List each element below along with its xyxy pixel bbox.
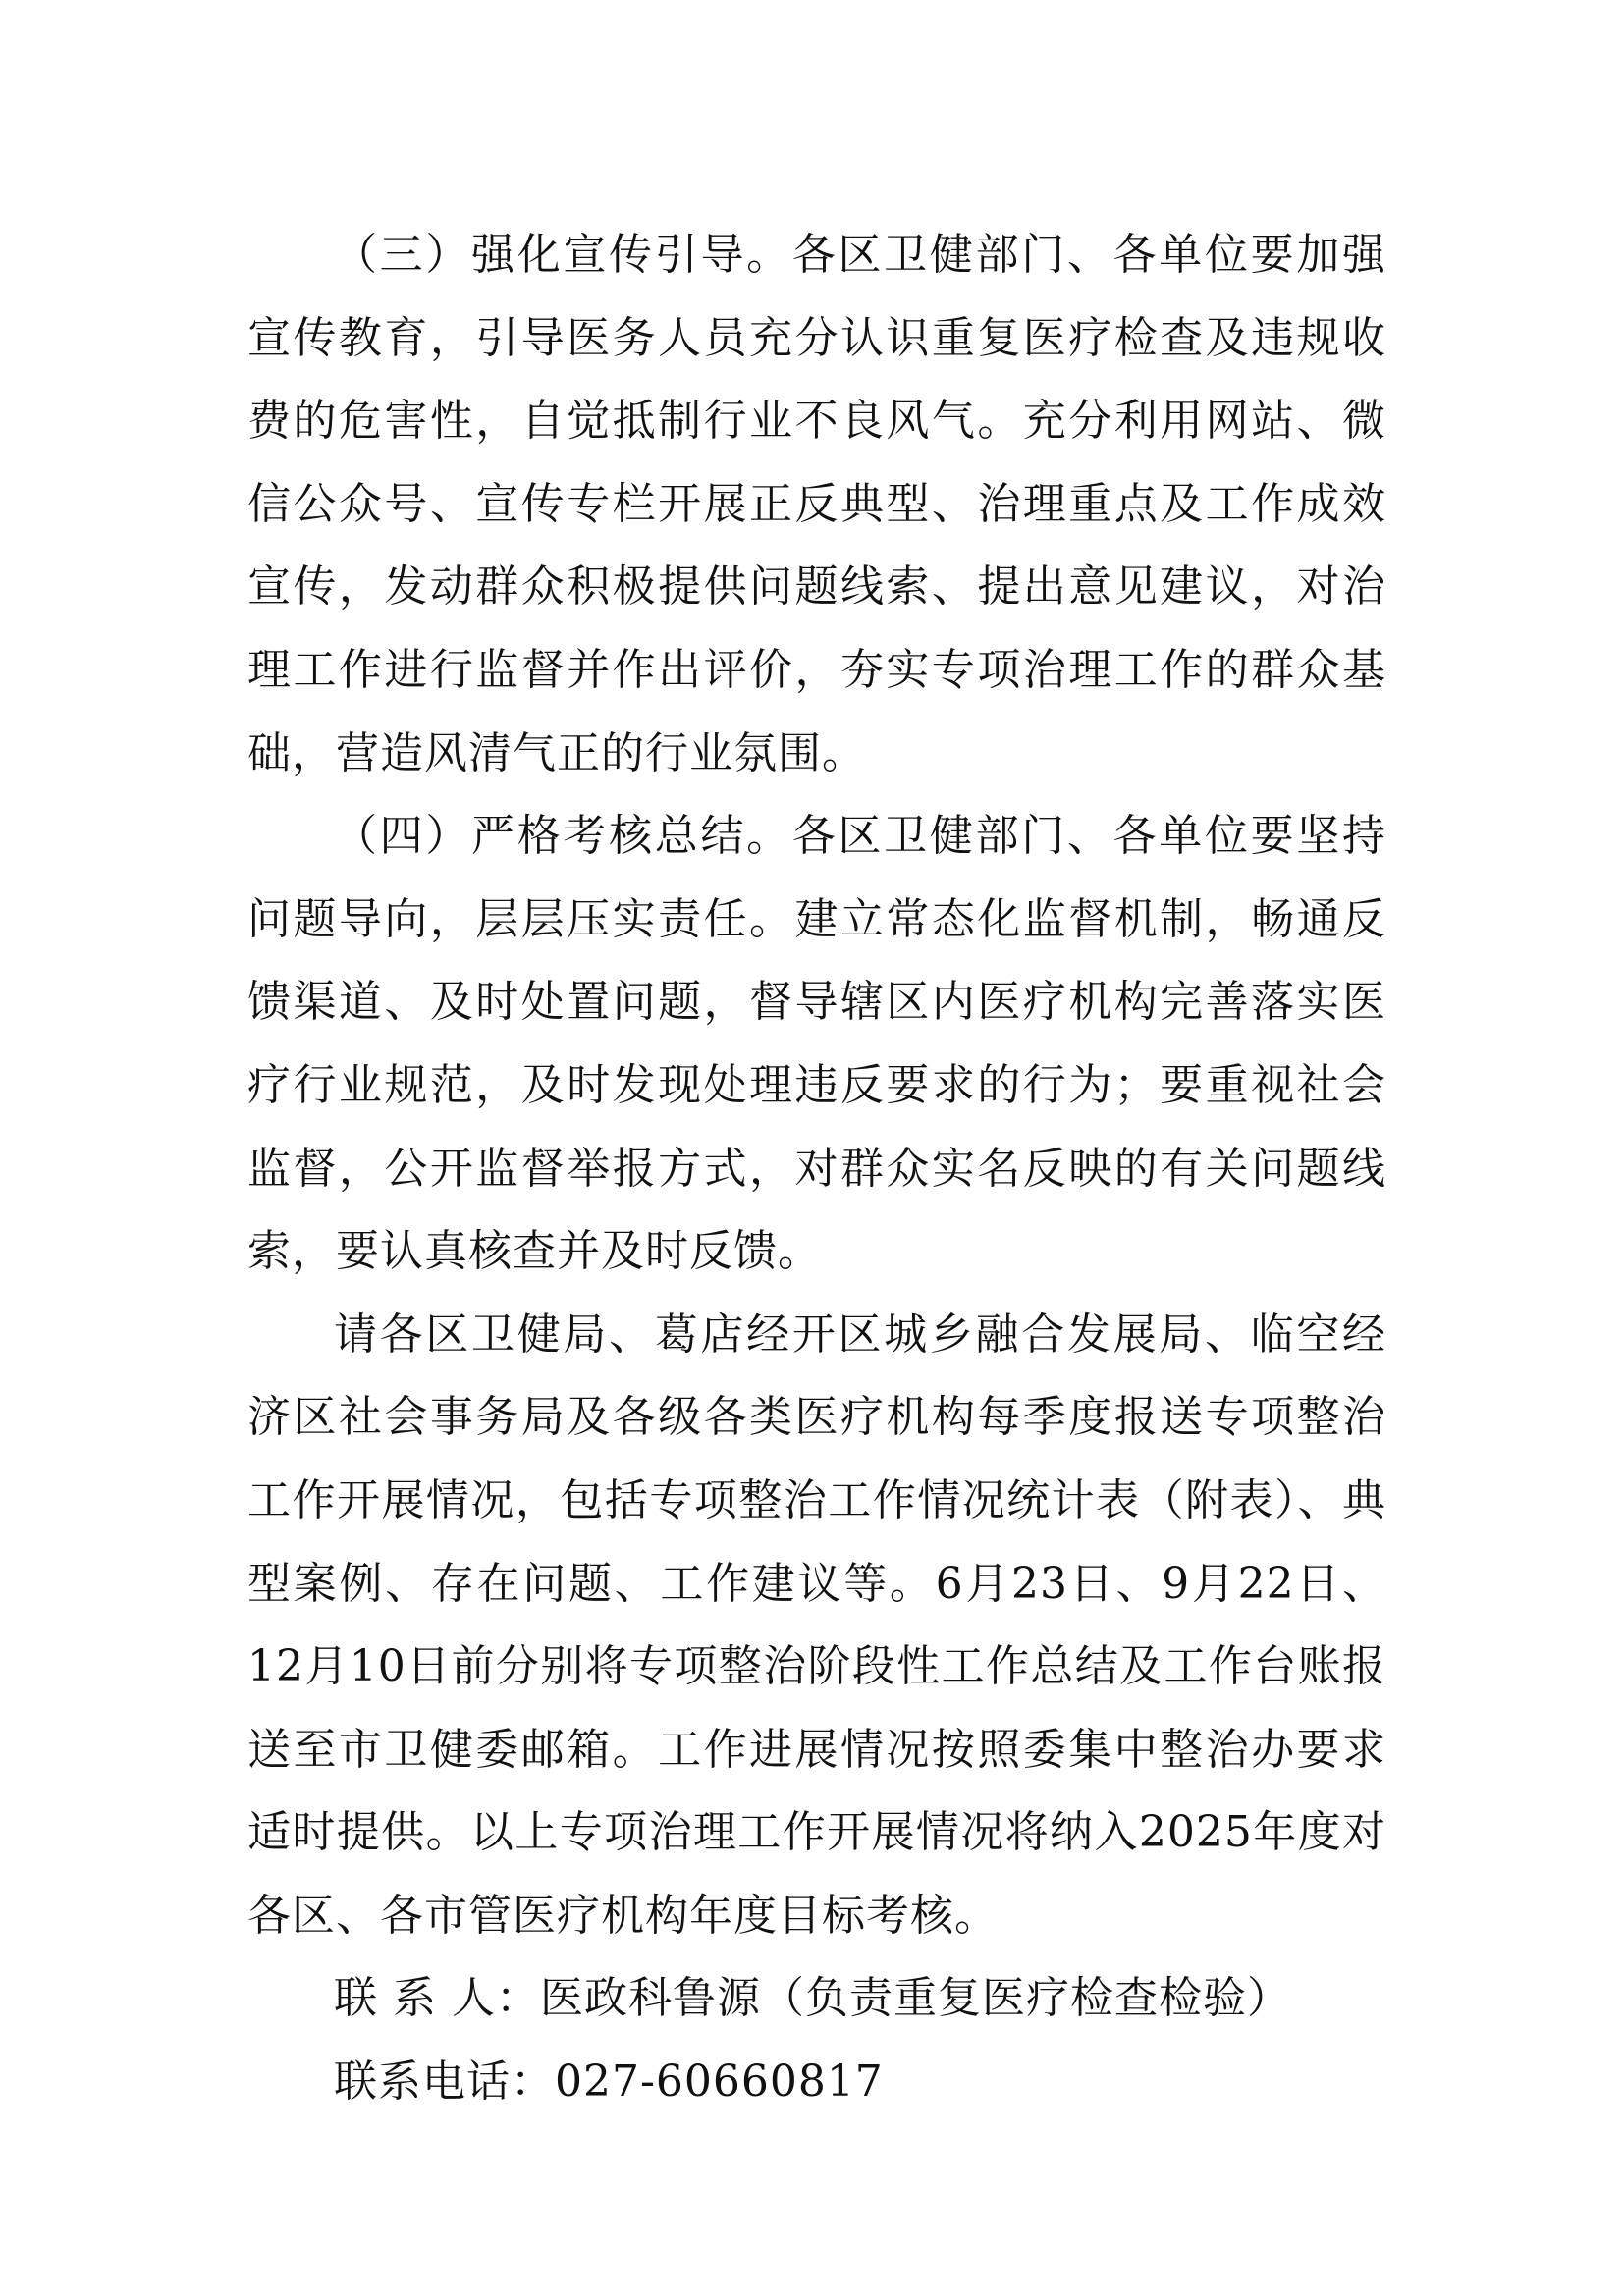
paragraph-publicity: （三）强化宣传引导。各区卫健部门、各单位要加强宣传教育，引导医务人员充分认识重复医疗检查及违规收费的危害性，自觉抵制行业不良风气。充分利用网站、微信公众号、宣传专栏开展正反典型、治理重点及工作成效宣传，发动群众积极提供问题线索、提出意见建议，对治理工作进行监督并作出评价，夯实专项治理工作的群众基础，营造风清气正的行业氛围。 (247, 230, 1386, 778)
paragraph-assessment: （四）严格考核总结。各区卫健部门、各单位要坚持问题导向，层层压实责任。建立常态化监督机制，畅通反馈渠道、及时处置问题，督导辖区内医疗机构完善落实医疗行业规范，及时发现处理违反要求的行为；要重视社会监督，公开监督举报方式，对群众实名反映的有关问题线索，要认真核查并及时反馈。 (247, 811, 1386, 1277)
contact-person: 联 系 人：医政科鲁源（负责重复医疗检查检验） (334, 1973, 1291, 2024)
paragraph-reporting: 请各区卫健局、葛店经开区城乡融合发展局、临空经济区社会事务局及各级各类医疗机构每季度报送专项整治工作开展情况，包括专项整治工作情况统计表（附表）、典型案例、存在问题、工作建议等。6月23日、9月22日、12月10日前分别将专项整治阶段性工作总结及工作台账报送至市卫健委邮箱。工作进展情况按照委集中整治办要求适时提供。以上专项治理工作开展情况将纳入2025年度对各区、各市管医疗机构年度目标考核。 (247, 1308, 1386, 1941)
contact-phone: 联系电话：027-60660817 (334, 2056, 884, 2108)
document-body (247, 214, 1386, 2124)
